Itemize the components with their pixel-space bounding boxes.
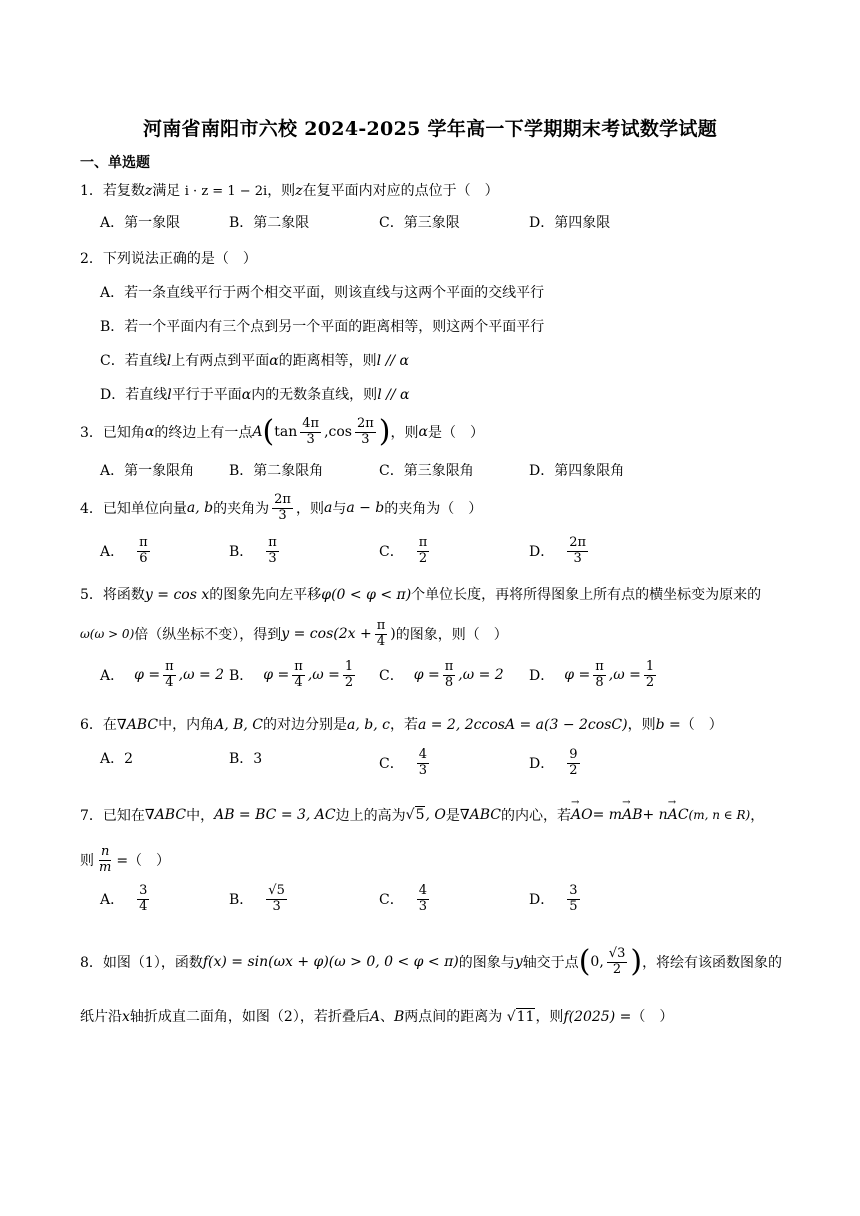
q7-option-c[interactable]: C． $\frac{4}{3}$ bbox=[379, 883, 427, 914]
q1-option-d[interactable]: D．第四象限 bbox=[529, 215, 611, 231]
q3-option-b[interactable]: B．第二象限角 bbox=[229, 463, 324, 479]
q6-option-a[interactable]: A．2 bbox=[100, 751, 134, 767]
q3-option-d[interactable]: D．第四象限角 bbox=[529, 463, 625, 479]
q2-option-a[interactable]: A．若一条直线平行于两个相交平面，则该直线与这两个平面的交线平行 bbox=[100, 285, 545, 301]
q7-option-d[interactable]: D． $\frac{3}{5}$ bbox=[529, 883, 578, 914]
q4-option-c[interactable]: C． $\frac{\pi}{2}$ bbox=[379, 535, 428, 566]
q7-stem-line1: 7．已知在 ∇ABC 中， AB = BC = 3, AC 边上的高为 √5 , O 是 ∇ABC 的内心，若 → AO = m → AB + n → AC (m, n ∈ R) ， bbox=[80, 800, 764, 830]
q2-option-b[interactable]: B．若一个平面内有三个点到另一个平面的距离相等，则这两个平面平行 bbox=[100, 319, 545, 335]
q5-option-c[interactable]: C． φ = $\frac{\pi}{8}$ ,ω = 2 bbox=[379, 659, 504, 690]
q6-stem: 6．在∇ABC中，内角A, B, C的对边分别是a, b, c，若a = 2, 2ccosA = a(3 − 2cosC)，则b =（ ） bbox=[80, 717, 723, 733]
q8-stem-line2: 纸片沿x轴折成直二面角，如图（2），若折叠后A、B两点间的距离为 √11，则f(2025) =（ ） bbox=[80, 1009, 674, 1025]
q4-option-b[interactable]: B． $\frac{\pi}{3}$ bbox=[229, 535, 277, 566]
q5-option-a[interactable]: A． φ = $\frac{\pi}{4}$ ,ω = 2 bbox=[100, 659, 225, 690]
q3-frac-1: $\frac{4\pi}{3}$ bbox=[302, 415, 320, 447]
q1-option-a[interactable]: A．第一象限 bbox=[100, 215, 181, 231]
q1-options bbox=[0, 212, 860, 252]
q5-stem-line1: 5．将函数y = cos x的图象先向左平移φ(0 < φ < π)个单位长度，再将所得图象上所有点的横坐标变为原来的 bbox=[80, 587, 762, 603]
q6-option-d[interactable]: D． $\frac{9}{2}$ bbox=[529, 747, 578, 778]
q7-stem-line2: 则 $\frac{n}{m}$ =（ ） bbox=[80, 843, 171, 875]
section-heading: 一、单选题 bbox=[80, 155, 150, 171]
q8-stem-line1: 8．如图（1），函数 f(x) = sin(ωx + φ)(ω > 0, 0 < φ < π) 的图象与 y 轴交于点 ( 0, $\frac{√3}{2}$ ) ，将绘有该函数图象的 bbox=[80, 944, 783, 979]
q2-option-d[interactable]: D．若直线l平行于平面α内的无数条直线，则l // α bbox=[100, 387, 410, 403]
q6-option-c[interactable]: C． $\frac{4}{3}$ bbox=[379, 747, 427, 778]
q5-option-d[interactable]: D． φ = $\frac{\pi}{8}$ ,ω = $\frac{1}{2}$ bbox=[529, 659, 655, 690]
q7-options bbox=[0, 884, 860, 924]
page-title: 河南省南阳市六校 2024-2025 学年高一下学期期末考试数学试题 bbox=[142, 118, 718, 140]
q1-stem: 1．若复数z满足 i · z = 1 − 2i，则z在复平面内对应的点位于（ ） bbox=[80, 183, 499, 199]
q3-option-c[interactable]: C．第三象限角 bbox=[379, 463, 474, 479]
q4-option-d[interactable]: D． $\frac{2\pi}{3}$ bbox=[529, 535, 587, 566]
q4-option-a[interactable]: A． $\frac{\pi}{6}$ bbox=[100, 535, 148, 566]
q2-stem: 2．下列说法正确的是（ ） bbox=[80, 251, 257, 267]
q7-option-b[interactable]: B． $\frac{√5}{3}$ bbox=[229, 883, 285, 914]
q3-option-a[interactable]: A．第一象限角 bbox=[100, 463, 195, 479]
q1-option-c[interactable]: C．第三象限 bbox=[379, 215, 460, 231]
q5-options bbox=[0, 660, 860, 700]
q5-stem-line2: ω(ω > 0) 倍（纵坐标不变），得到 y = cos(2x + $\frac{\pi}{4}$ ) 的图象，则（ ） bbox=[80, 617, 508, 649]
q7-option-a[interactable]: A． $\frac{3}{4}$ bbox=[100, 883, 148, 914]
q2-option-c[interactable]: C．若直线l上有两点到平面α的距离相等，则l // α bbox=[100, 353, 409, 369]
q4-stem: 4．已知单位向量 a, b 的夹角为 $\frac{2\pi}{3}$ ，则 a 与 a − b 的夹角为（ ） bbox=[80, 491, 483, 523]
q5-option-b[interactable]: B． φ = $\frac{\pi}{4}$ ,ω = $\frac{1}{2}$ bbox=[229, 659, 354, 690]
q3-stem: 3．已知角 α 的终边上有一点 A ( tan $\frac{4\pi}{3}$ ,cos $\frac{2\pi}{3}$ ) ，则 α 是（ ） bbox=[80, 414, 484, 449]
q1-option-b[interactable]: B．第二象限 bbox=[229, 215, 310, 231]
q6-options bbox=[0, 748, 860, 788]
q4-options bbox=[0, 536, 860, 576]
q3-frac-2: $\frac{2\pi}{3}$ bbox=[356, 415, 374, 447]
q6-option-b[interactable]: B．3 bbox=[229, 751, 263, 767]
q4-frac: $\frac{2\pi}{3}$ bbox=[274, 491, 291, 523]
